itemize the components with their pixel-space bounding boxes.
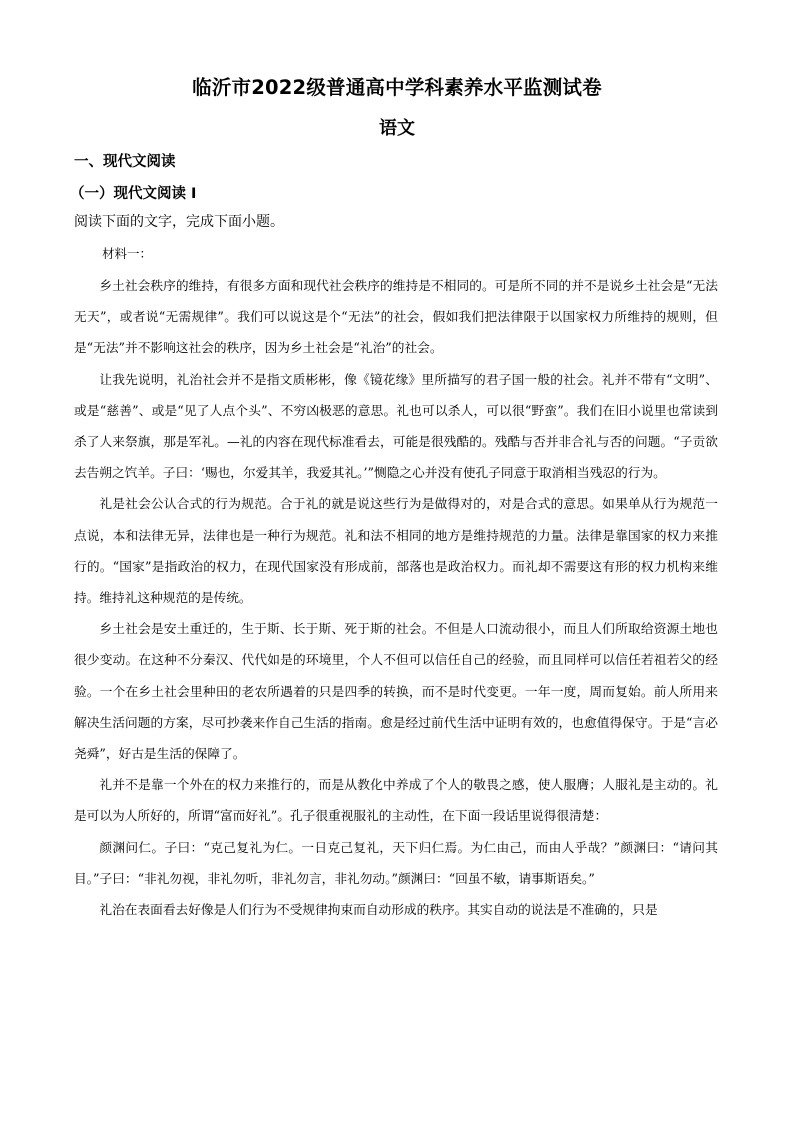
section-heading: 一、现代文阅读 xyxy=(74,154,176,170)
passage-paragraph: 礼并不是靠一个外在的权力来推行的，而是从教化中养成了个人的敬畏之感，使人服膺；人服礼是主动的。礼是可以为人所好的，所谓“富而好礼”。孔子很重视服礼的主动性，在下面一段话里说得很清楚： xyxy=(74,777,718,824)
passage-paragraph: 乡土社会是安土重迁的，生于斯、长于斯、死于斯的社会。不但是人口流动很小，而且人们所取给资源土地也很少变动。在这种不分秦汉、代代如是的环境里，个人不但可以信任自己的经验，而且同样可以信任若祖若父的经验。一个在乡土社会里种田的老农所遇着的只是四季的转换，而不是时代变更。一年一度，周而复始。前人所用来解决生活问题的方案，尽可抄袭来作自己生活的指南。愈是经过前代生活中证明有效的，也愈值得保守。于是“言必尧舜”，好古是生活的保障了。 xyxy=(74,621,718,762)
subject-title: 语文 xyxy=(379,118,415,139)
passage-paragraph: 礼是社会公认合式的行为规范。合于礼的就是说这些行为是做得对的，对是合式的意思。如果单从行为规范一点说，本和法律无异，法律也是一种行为规范。礼和法不相同的地方是维持规范的力量。法律是靠国家的权力来推行的。“国家”是指政治的权力，在现代国家没有形成前，部落也是政治权力。而礼却不需要这有形的权力机构来维持。维持礼这种规范的是传统。 xyxy=(74,496,718,606)
passage-paragraph: 让我先说明，礼治社会并不是指文质彬彬，像《镜花缘》里所描写的君子国一般的社会。礼并不带有“文明”、或是“慈善”、或是“见了人点个头”、不穷凶极恶的意思。礼也可以杀人，可以很“野蛮”。我们在旧小说里也常读到杀了人来祭旗，那是军礼。—礼的内容在现代标准看去，可能是很残酷的。残酷与否并非合礼与否的问题。“子贡欲去告朔之饩羊。子曰：‘赐也，尔爱其羊，我爱其礼。’”恻隐之心并没有使孔子同意于取消相当残忍的行为。 xyxy=(74,371,718,481)
passage-paragraph: 颜渊问仁。子曰：“克己复礼为仁。一日克己复礼，天下归仁焉。为仁由己，而由人乎哉？”颜渊曰：“请问其目。”子曰：“非礼勿视，非礼勿听，非礼勿言，非礼勿动。”颜渊曰：“回虽不敏，请事斯语矣。” xyxy=(74,839,718,886)
passage-paragraph: 乡土社会秩序的维持，有很多方面和现代社会秩序的维持是不相同的。可是所不同的并不是说乡土社会是“无法无天”，或者说“无需规律”。我们可以说这是个“无法”的社会，假如我们把法律限于以国家权力所维持的规则，但是“无法”并不影响这社会的秩序，因为乡土社会是“礼治”的社会。 xyxy=(74,278,718,356)
subsection-heading: （一）现代文阅读 I xyxy=(70,186,197,202)
passage-body xyxy=(74,270,718,925)
material-label: 材料一： xyxy=(102,246,153,261)
instruction-text: 阅读下面的文字，完成下面小题。 xyxy=(74,214,284,230)
passage-paragraph: 礼治在表面看去好像是人们行为不受规律拘束而自动形成的秩序。其实自动的说法是不准确的，只是 xyxy=(99,902,658,918)
exam-title: 临沂市2022级普通高中学科素养水平监测试卷 xyxy=(192,76,602,99)
